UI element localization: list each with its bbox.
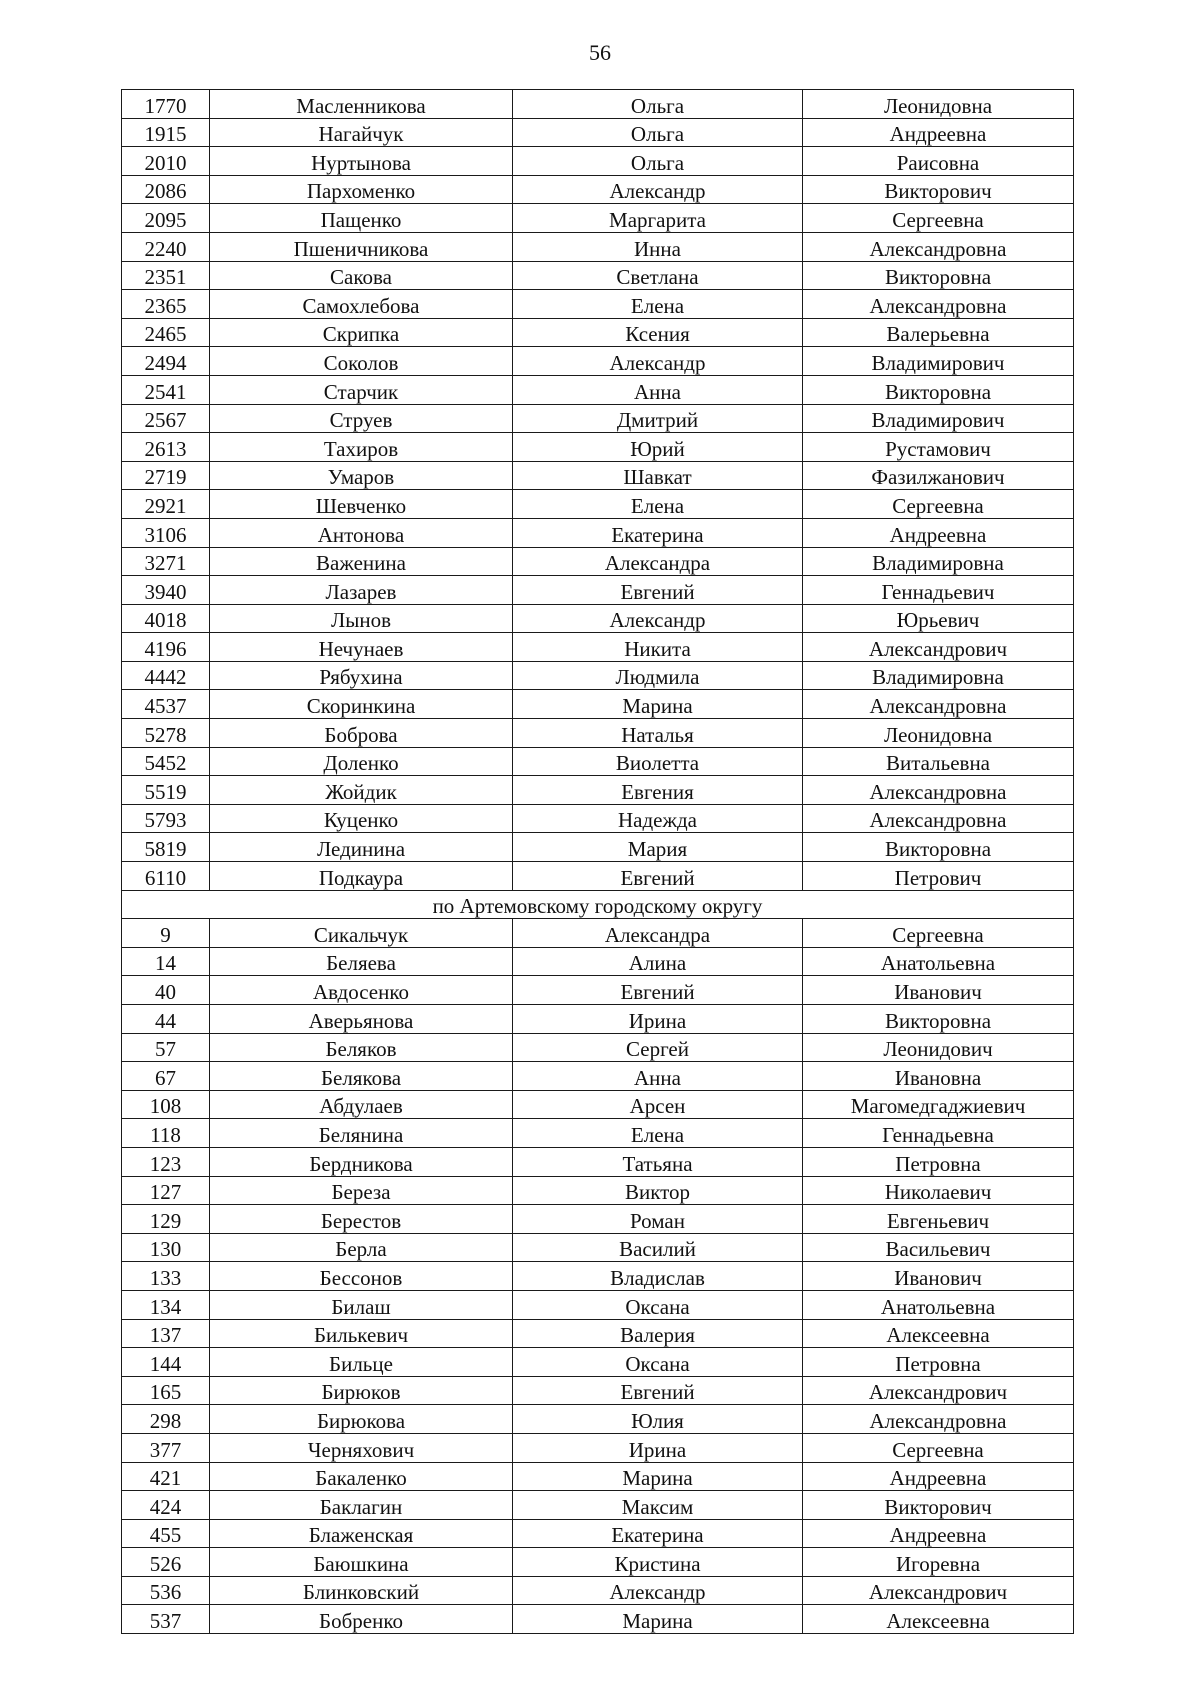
patronymic-cell: Алексеевна — [803, 1319, 1074, 1348]
patronymic-cell: Сергеевна — [803, 919, 1074, 948]
first-name-cell: Анна — [513, 375, 803, 404]
registration-number-cell: 4018 — [122, 604, 210, 633]
registration-number-cell: 57 — [122, 1033, 210, 1062]
last-name-cell: Антонова — [210, 518, 513, 547]
patronymic-cell: Сергеевна — [803, 490, 1074, 519]
table-row — [122, 318, 1074, 347]
last-name-cell: Шевченко — [210, 490, 513, 519]
first-name-cell: Александр — [513, 347, 803, 376]
registration-number-cell: 526 — [122, 1548, 210, 1577]
roster-body — [122, 90, 1074, 1634]
table-row — [122, 804, 1074, 833]
patronymic-cell: Геннадьевна — [803, 1119, 1074, 1148]
first-name-cell: Евгений — [513, 976, 803, 1005]
last-name-cell: Бессонов — [210, 1262, 513, 1291]
last-name-cell: Баюшкина — [210, 1548, 513, 1577]
table-row — [122, 747, 1074, 776]
table-row — [122, 1491, 1074, 1520]
patronymic-cell: Анатольевна — [803, 947, 1074, 976]
registration-number-cell: 137 — [122, 1319, 210, 1348]
table-row — [122, 547, 1074, 576]
table-row — [122, 604, 1074, 633]
table-row — [122, 232, 1074, 261]
registration-number-cell: 2095 — [122, 204, 210, 233]
registration-number-cell: 1770 — [122, 90, 210, 119]
first-name-cell: Марина — [513, 1605, 803, 1634]
patronymic-cell: Иванович — [803, 1262, 1074, 1291]
patronymic-cell: Александровна — [803, 690, 1074, 719]
table-row — [122, 204, 1074, 233]
registration-number-cell: 298 — [122, 1405, 210, 1434]
registration-number-cell: 421 — [122, 1462, 210, 1491]
first-name-cell: Инна — [513, 232, 803, 261]
registration-number-cell: 108 — [122, 1090, 210, 1119]
table-row — [122, 118, 1074, 147]
registration-number-cell: 4196 — [122, 633, 210, 662]
last-name-cell: Белянина — [210, 1119, 513, 1148]
registration-number-cell: 3271 — [122, 547, 210, 576]
first-name-cell: Елена — [513, 490, 803, 519]
registration-number-cell: 130 — [122, 1233, 210, 1262]
table-row — [122, 1290, 1074, 1319]
registration-number-cell: 424 — [122, 1491, 210, 1520]
first-name-cell: Никита — [513, 633, 803, 662]
patronymic-cell: Александровна — [803, 290, 1074, 319]
table-row — [122, 1262, 1074, 1291]
last-name-cell: Берла — [210, 1233, 513, 1262]
last-name-cell: Струев — [210, 404, 513, 433]
table-row — [122, 1433, 1074, 1462]
first-name-cell: Мария — [513, 833, 803, 862]
registration-number-cell: 5278 — [122, 719, 210, 748]
first-name-cell: Евгения — [513, 776, 803, 805]
patronymic-cell: Геннадьевич — [803, 576, 1074, 605]
last-name-cell: Сакова — [210, 261, 513, 290]
registration-number-cell: 5793 — [122, 804, 210, 833]
last-name-cell: Авдосенко — [210, 976, 513, 1005]
last-name-cell: Береза — [210, 1176, 513, 1205]
first-name-cell: Александр — [513, 175, 803, 204]
last-name-cell: Бердникова — [210, 1147, 513, 1176]
registration-number-cell: 5819 — [122, 833, 210, 862]
first-name-cell: Анна — [513, 1062, 803, 1091]
patronymic-cell: Леонидович — [803, 1033, 1074, 1062]
patronymic-cell: Иванович — [803, 976, 1074, 1005]
registration-number-cell: 2465 — [122, 318, 210, 347]
first-name-cell: Ольга — [513, 147, 803, 176]
table-row — [122, 404, 1074, 433]
first-name-cell: Наталья — [513, 719, 803, 748]
table-row — [122, 576, 1074, 605]
patronymic-cell: Магомедгаджиевич — [803, 1090, 1074, 1119]
registration-number-cell: 127 — [122, 1176, 210, 1205]
table-row — [122, 862, 1074, 891]
table-row — [122, 1376, 1074, 1405]
last-name-cell: Масленникова — [210, 90, 513, 119]
table-row — [122, 147, 1074, 176]
last-name-cell: Абдулаев — [210, 1090, 513, 1119]
registration-number-cell: 2240 — [122, 232, 210, 261]
registration-number-cell: 455 — [122, 1519, 210, 1548]
table-row — [122, 347, 1074, 376]
first-name-cell: Оксана — [513, 1290, 803, 1319]
last-name-cell: Черняхович — [210, 1433, 513, 1462]
last-name-cell: Пшеничникова — [210, 232, 513, 261]
registration-number-cell: 3106 — [122, 518, 210, 547]
patronymic-cell: Владимировна — [803, 661, 1074, 690]
registration-number-cell: 1915 — [122, 118, 210, 147]
patronymic-cell: Юрьевич — [803, 604, 1074, 633]
table-row — [122, 1176, 1074, 1205]
last-name-cell: Блинковский — [210, 1576, 513, 1605]
first-name-cell: Ольга — [513, 118, 803, 147]
first-name-cell: Ирина — [513, 1433, 803, 1462]
patronymic-cell: Викторовна — [803, 1005, 1074, 1034]
table-row — [122, 1119, 1074, 1148]
last-name-cell: Лынов — [210, 604, 513, 633]
table-row — [122, 1519, 1074, 1548]
registration-number-cell: 165 — [122, 1376, 210, 1405]
registration-number-cell: 2351 — [122, 261, 210, 290]
patronymic-cell: Александровна — [803, 804, 1074, 833]
patronymic-cell: Александрович — [803, 1576, 1074, 1605]
registration-number-cell: 14 — [122, 947, 210, 976]
patronymic-cell: Андреевна — [803, 118, 1074, 147]
last-name-cell: Билаш — [210, 1290, 513, 1319]
first-name-cell: Александра — [513, 547, 803, 576]
patronymic-cell: Александрович — [803, 633, 1074, 662]
registration-number-cell: 118 — [122, 1119, 210, 1148]
table-row — [122, 461, 1074, 490]
last-name-cell: Бакаленко — [210, 1462, 513, 1491]
table-row — [122, 1205, 1074, 1234]
table-row — [122, 375, 1074, 404]
registration-number-cell: 2010 — [122, 147, 210, 176]
table-row — [122, 633, 1074, 662]
table-row — [122, 90, 1074, 119]
patronymic-cell: Евгеньевич — [803, 1205, 1074, 1234]
first-name-cell: Евгений — [513, 1376, 803, 1405]
patronymic-cell: Витальевна — [803, 747, 1074, 776]
patronymic-cell: Алексеевна — [803, 1605, 1074, 1634]
table-row — [122, 1405, 1074, 1434]
first-name-cell: Ирина — [513, 1005, 803, 1034]
page-number: 56 — [589, 40, 611, 65]
last-name-cell: Билькевич — [210, 1319, 513, 1348]
first-name-cell: Светлана — [513, 261, 803, 290]
table-row — [122, 776, 1074, 805]
registration-number-cell: 2086 — [122, 175, 210, 204]
first-name-cell: Александр — [513, 1576, 803, 1605]
last-name-cell: Нуртынова — [210, 147, 513, 176]
patronymic-cell: Владимировна — [803, 547, 1074, 576]
table-row — [122, 690, 1074, 719]
patronymic-cell: Фазилжанович — [803, 461, 1074, 490]
table-row — [122, 661, 1074, 690]
last-name-cell: Бирюкова — [210, 1405, 513, 1434]
registration-number-cell: 2613 — [122, 433, 210, 462]
registration-number-cell: 123 — [122, 1147, 210, 1176]
table-row — [122, 261, 1074, 290]
patronymic-cell: Леонидовна — [803, 90, 1074, 119]
first-name-cell: Екатерина — [513, 518, 803, 547]
last-name-cell: Умаров — [210, 461, 513, 490]
table-row — [122, 433, 1074, 462]
registration-number-cell: 133 — [122, 1262, 210, 1291]
last-name-cell: Боброва — [210, 719, 513, 748]
patronymic-cell: Александровна — [803, 232, 1074, 261]
first-name-cell: Александра — [513, 919, 803, 948]
patronymic-cell: Викторович — [803, 1491, 1074, 1520]
last-name-cell: Пащенко — [210, 204, 513, 233]
registration-number-cell: 9 — [122, 919, 210, 948]
first-name-cell: Евгений — [513, 862, 803, 891]
registration-number-cell: 144 — [122, 1348, 210, 1377]
first-name-cell: Дмитрий — [513, 404, 803, 433]
last-name-cell: Нечунаев — [210, 633, 513, 662]
last-name-cell: Беляева — [210, 947, 513, 976]
last-name-cell: Жойдик — [210, 776, 513, 805]
first-name-cell: Елена — [513, 1119, 803, 1148]
first-name-cell: Екатерина — [513, 1519, 803, 1548]
first-name-cell: Татьяна — [513, 1147, 803, 1176]
first-name-cell: Евгений — [513, 576, 803, 605]
first-name-cell: Надежда — [513, 804, 803, 833]
last-name-cell: Бильце — [210, 1348, 513, 1377]
patronymic-cell: Викторовна — [803, 833, 1074, 862]
patronymic-cell: Валерьевна — [803, 318, 1074, 347]
last-name-cell: Блаженская — [210, 1519, 513, 1548]
last-name-cell: Куценко — [210, 804, 513, 833]
registration-number-cell: 2719 — [122, 461, 210, 490]
last-name-cell: Берестов — [210, 1205, 513, 1234]
last-name-cell: Старчик — [210, 375, 513, 404]
last-name-cell: Рябухина — [210, 661, 513, 690]
first-name-cell: Маргарита — [513, 204, 803, 233]
registration-number-cell: 129 — [122, 1205, 210, 1234]
registration-number-cell: 44 — [122, 1005, 210, 1034]
first-name-cell: Елена — [513, 290, 803, 319]
registration-number-cell: 2494 — [122, 347, 210, 376]
patronymic-cell: Владимирович — [803, 347, 1074, 376]
registration-number-cell: 2921 — [122, 490, 210, 519]
table-row — [122, 1005, 1074, 1034]
table-row — [122, 1605, 1074, 1634]
first-name-cell: Владислав — [513, 1262, 803, 1291]
patronymic-cell: Андреевна — [803, 1519, 1074, 1548]
last-name-cell: Тахиров — [210, 433, 513, 462]
first-name-cell: Александр — [513, 604, 803, 633]
table-row — [122, 1319, 1074, 1348]
first-name-cell: Марина — [513, 1462, 803, 1491]
last-name-cell: Лединина — [210, 833, 513, 862]
last-name-cell: Нагайчук — [210, 118, 513, 147]
last-name-cell: Сикальчук — [210, 919, 513, 948]
first-name-cell: Роман — [513, 1205, 803, 1234]
registration-number-cell: 536 — [122, 1576, 210, 1605]
table-row — [122, 1062, 1074, 1091]
patronymic-cell: Владимирович — [803, 404, 1074, 433]
table-row — [122, 1147, 1074, 1176]
table-row — [122, 1233, 1074, 1262]
table-row — [122, 1462, 1074, 1491]
first-name-cell: Марина — [513, 690, 803, 719]
first-name-cell: Ксения — [513, 318, 803, 347]
patronymic-cell: Александровна — [803, 1405, 1074, 1434]
patronymic-cell: Ивановна — [803, 1062, 1074, 1091]
registration-number-cell: 377 — [122, 1433, 210, 1462]
patronymic-cell: Игоревна — [803, 1548, 1074, 1577]
registration-number-cell: 537 — [122, 1605, 210, 1634]
table-row — [122, 290, 1074, 319]
patronymic-cell: Викторовна — [803, 261, 1074, 290]
first-name-cell: Юлия — [513, 1405, 803, 1434]
first-name-cell: Арсен — [513, 1090, 803, 1119]
registration-number-cell: 40 — [122, 976, 210, 1005]
registration-number-cell: 4537 — [122, 690, 210, 719]
patronymic-cell: Андреевна — [803, 518, 1074, 547]
registration-number-cell: 3940 — [122, 576, 210, 605]
last-name-cell: Подкаура — [210, 862, 513, 891]
first-name-cell: Сергей — [513, 1033, 803, 1062]
registration-number-cell: 2365 — [122, 290, 210, 319]
last-name-cell: Скоринкина — [210, 690, 513, 719]
registration-number-cell: 4442 — [122, 661, 210, 690]
table-row — [122, 976, 1074, 1005]
patronymic-cell: Анатольевна — [803, 1290, 1074, 1319]
last-name-cell: Беляков — [210, 1033, 513, 1062]
last-name-cell: Доленко — [210, 747, 513, 776]
patronymic-cell: Викторовна — [803, 375, 1074, 404]
first-name-cell: Ольга — [513, 90, 803, 119]
last-name-cell: Соколов — [210, 347, 513, 376]
patronymic-cell: Александровна — [803, 776, 1074, 805]
last-name-cell: Баклагин — [210, 1491, 513, 1520]
section-heading: по Артемовскому городскому округу — [122, 890, 1074, 919]
table-row — [122, 719, 1074, 748]
table-row — [122, 1548, 1074, 1577]
first-name-cell: Максим — [513, 1491, 803, 1520]
table-row — [122, 1576, 1074, 1605]
table-row — [122, 947, 1074, 976]
table-row — [122, 1033, 1074, 1062]
patronymic-cell: Викторович — [803, 175, 1074, 204]
first-name-cell: Оксана — [513, 1348, 803, 1377]
patronymic-cell: Леонидовна — [803, 719, 1074, 748]
patronymic-cell: Сергеевна — [803, 204, 1074, 233]
last-name-cell: Самохлебова — [210, 290, 513, 319]
first-name-cell: Кристина — [513, 1548, 803, 1577]
first-name-cell: Алина — [513, 947, 803, 976]
patronymic-cell: Андреевна — [803, 1462, 1074, 1491]
registration-number-cell: 5519 — [122, 776, 210, 805]
registration-number-cell: 67 — [122, 1062, 210, 1091]
patronymic-cell: Рустамович — [803, 433, 1074, 462]
table-row — [122, 518, 1074, 547]
table-row — [122, 1348, 1074, 1377]
first-name-cell: Людмила — [513, 661, 803, 690]
registration-number-cell: 6110 — [122, 862, 210, 891]
table-row — [122, 833, 1074, 862]
last-name-cell: Бирюков — [210, 1376, 513, 1405]
registration-number-cell: 2567 — [122, 404, 210, 433]
first-name-cell: Шавкат — [513, 461, 803, 490]
last-name-cell: Важенина — [210, 547, 513, 576]
last-name-cell: Белякова — [210, 1062, 513, 1091]
roster-table — [121, 89, 1074, 1634]
patronymic-cell: Петровна — [803, 1147, 1074, 1176]
first-name-cell: Юрий — [513, 433, 803, 462]
registration-number-cell: 134 — [122, 1290, 210, 1319]
table-row — [122, 1090, 1074, 1119]
registration-number-cell: 5452 — [122, 747, 210, 776]
first-name-cell: Василий — [513, 1233, 803, 1262]
registration-number-cell: 2541 — [122, 375, 210, 404]
first-name-cell: Валерия — [513, 1319, 803, 1348]
first-name-cell: Виктор — [513, 1176, 803, 1205]
patronymic-cell: Николаевич — [803, 1176, 1074, 1205]
last-name-cell: Пархоменко — [210, 175, 513, 204]
last-name-cell: Скрипка — [210, 318, 513, 347]
patronymic-cell: Сергеевна — [803, 1433, 1074, 1462]
patronymic-cell: Александрович — [803, 1376, 1074, 1405]
table-row — [122, 490, 1074, 519]
first-name-cell: Виолетта — [513, 747, 803, 776]
table-row — [122, 919, 1074, 948]
section-heading-row — [122, 890, 1074, 919]
last-name-cell: Бобренко — [210, 1605, 513, 1634]
last-name-cell: Лазарев — [210, 576, 513, 605]
patronymic-cell: Васильевич — [803, 1233, 1074, 1262]
patronymic-cell: Петрович — [803, 862, 1074, 891]
patronymic-cell: Раисовна — [803, 147, 1074, 176]
patronymic-cell: Петровна — [803, 1348, 1074, 1377]
last-name-cell: Аверьянова — [210, 1005, 513, 1034]
table-row — [122, 175, 1074, 204]
